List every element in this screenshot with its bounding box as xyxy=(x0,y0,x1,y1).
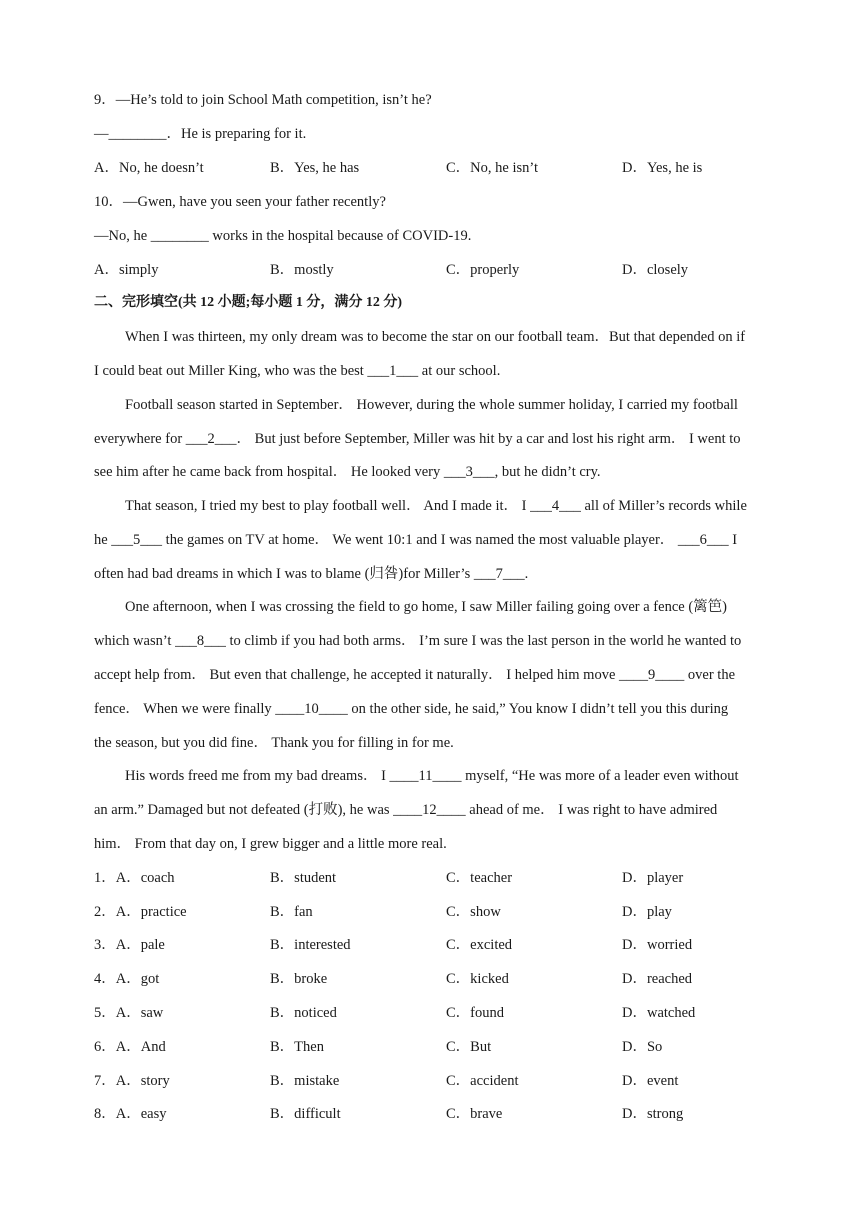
choice-number: 3． xyxy=(94,937,116,953)
option-c: C．properly xyxy=(446,262,520,278)
choice-option: C．excited xyxy=(446,937,513,953)
passage-line: him． From that day on, I grew bigger and a little more real. xyxy=(94,836,447,852)
choice-row xyxy=(94,968,774,990)
choice-option: D．strong xyxy=(622,1106,684,1122)
choice-option: 8．A．easy xyxy=(94,1103,167,1125)
choice-option: B．difficult xyxy=(270,1106,341,1122)
choice-option: B．fan xyxy=(270,904,313,920)
question-10-reply: —No, he ________ works in the hospital because of COVID-19. xyxy=(94,228,472,244)
choice-option: C．found xyxy=(446,1005,504,1021)
passage-line: which wasn’t ___8___ to climb if you had both arms． I’m sure I was the last person in the world he wanted to xyxy=(94,633,742,649)
passage-line: One afternoon, when I was crossing the field to go home, I saw Miller failing going over a fence (篱笆) xyxy=(125,599,727,615)
choice-row xyxy=(94,867,774,889)
question-9-options xyxy=(94,157,774,179)
choice-number: 4． xyxy=(94,971,116,987)
passage-line: everywhere for ___2___． But just before September, Miller was hit by a car and lost his right arm． I went to xyxy=(94,431,741,447)
question-10-options xyxy=(94,259,774,281)
choice-option: 2．A．practice xyxy=(94,901,187,923)
choice-option: 4．A．got xyxy=(94,968,159,990)
choice-option: 1．A．coach xyxy=(94,867,175,889)
choice-option: 3．A．pale xyxy=(94,934,165,956)
choice-option: B．broke xyxy=(270,971,328,987)
choice-number: 7． xyxy=(94,1073,116,1089)
passage-line: That season, I tried my best to play football well． And I made it． I ___4___ all of Miller’s records while xyxy=(125,498,747,514)
choice-number: 8． xyxy=(94,1106,116,1122)
choice-number: 6． xyxy=(94,1039,116,1055)
choice-option: C．kicked xyxy=(446,971,509,987)
choice-row xyxy=(94,1070,774,1092)
option-b: B．mostly xyxy=(270,262,334,278)
choice-option: D．play xyxy=(622,904,672,920)
choice-option: B．interested xyxy=(270,937,351,953)
passage-line: His words freed me from my bad dreams． I ____11____ myself, “He was more of a leader even without xyxy=(125,768,739,784)
option-c: C．No, he isn’t xyxy=(446,160,538,176)
choice-option: B．mistake xyxy=(270,1073,340,1089)
passage-line: often had bad dreams in which I was to blame (归咎)for Miller’s ___7___. xyxy=(94,566,529,582)
question-10-stem: 10．—Gwen, have you seen your father recently? xyxy=(94,194,386,210)
choice-option: C．But xyxy=(446,1039,492,1055)
choice-option: D．player xyxy=(622,870,684,886)
option-b: B．Yes, he has xyxy=(270,160,360,176)
section-title: 二、完形填空(共 12 小题;每小题 1 分，满分 12 分) xyxy=(94,295,402,310)
choice-option: D．worried xyxy=(622,937,693,953)
choice-option: B．noticed xyxy=(270,1005,337,1021)
passage-line: he ___5___ the games on TV at home． We went 10:1 and I was named the most valuable player． ___6___ I xyxy=(94,532,738,548)
question-9-stem: 9．—He’s told to join School Math competition, isn’t he? xyxy=(94,92,432,108)
choice-option: C．accident xyxy=(446,1073,519,1089)
choice-number: 5． xyxy=(94,1005,116,1021)
option-a: A．No, he doesn’t xyxy=(94,160,204,176)
choice-option: C．teacher xyxy=(446,870,513,886)
choice-option: D．reached xyxy=(622,971,693,987)
question-9-reply: —________．He is preparing for it. xyxy=(94,126,307,142)
choice-option: D．So xyxy=(622,1039,663,1055)
choice-option: 6．A．And xyxy=(94,1036,166,1058)
choice-option: C．show xyxy=(446,904,501,920)
choice-row xyxy=(94,1036,774,1058)
choice-number: 2． xyxy=(94,904,116,920)
option-d: D．Yes, he is xyxy=(622,160,703,176)
choice-option: D．watched xyxy=(622,1005,696,1021)
choice-row xyxy=(94,901,774,923)
choice-option: D．event xyxy=(622,1073,679,1089)
choice-option: B．student xyxy=(270,870,337,886)
passage-line: an arm.” Damaged but not defeated (打败), he was ____12____ ahead of me． I was right to have admired xyxy=(94,802,718,818)
passage-line: see him after he came back from hospital． He looked very ___3___, but he didn’t cry. xyxy=(94,464,601,480)
choice-option: 5．A．saw xyxy=(94,1002,163,1024)
choice-option: B．Then xyxy=(270,1039,324,1055)
choice-option: 7．A．story xyxy=(94,1070,170,1092)
passage-line: accept help from． But even that challenge, he accepted it naturally． I helped him move ____9____ over the xyxy=(94,667,736,683)
passage-line: When I was thirteen, my only dream was to become the star on our football team．But that depended on if xyxy=(125,329,746,345)
passage-line: fence． When we were finally ____10____ on the other side, he said,” You know I didn’t tell you this during xyxy=(94,701,729,717)
passage-line: I could beat out Miller King, who was the best ___1___ at our school. xyxy=(94,363,501,379)
choice-row xyxy=(94,1103,774,1125)
passage-line: the season, but you did fine． Thank you for filling in for me. xyxy=(94,735,454,751)
passage-line: Football season started in September． However, during the whole summer holiday, I carried my football xyxy=(125,397,738,413)
choice-row xyxy=(94,934,774,956)
choice-option: C．brave xyxy=(446,1106,503,1122)
choice-row xyxy=(94,1002,774,1024)
choice-number: 1． xyxy=(94,870,116,886)
option-a: A．simply xyxy=(94,262,159,278)
option-d: D．closely xyxy=(622,262,689,278)
